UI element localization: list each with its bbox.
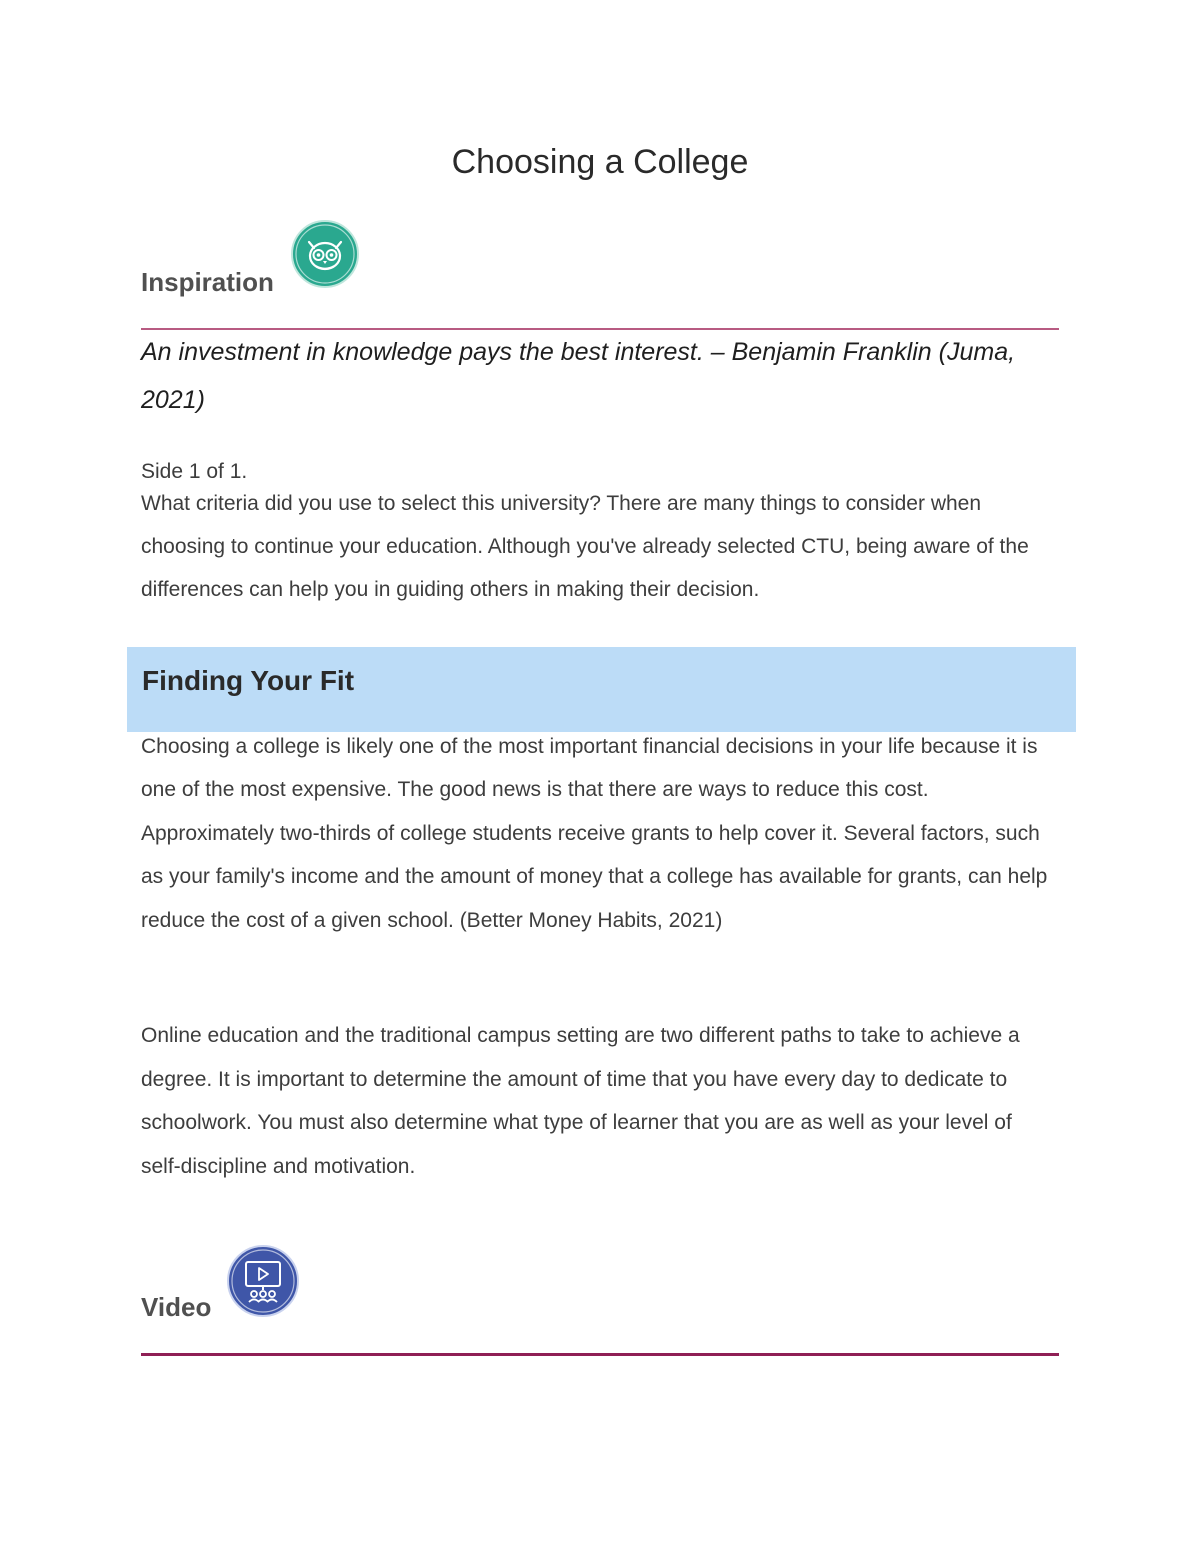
inspiration-heading: Inspiration	[141, 267, 274, 297]
page-title: Choosing a College	[451, 143, 749, 181]
video-divider	[141, 1353, 1059, 1356]
side-label: Side 1 of 1.	[141, 460, 248, 483]
intro-paragraph: What criteria did you use to select this university? There are many things to consider when choosing to continue your education. Although you've already selected CTU, being aware of the differences can help you in guiding others in making their decision.	[141, 492, 1029, 601]
video-presentation-icon	[226, 1244, 300, 1318]
finding-fit-heading: Finding Your Fit	[142, 665, 355, 696]
inspiration-quote: An investment in knowledge pays the best interest. – Benjamin Franklin (Juma, 2021)	[141, 338, 1016, 414]
video-heading: Video	[141, 1292, 212, 1322]
finding-fit-paragraph: Online education and the traditional campus setting are two different paths to take to achieve a degree. It is important to determine the amount of time that you have every day to dedicate to schoolwork. You must also determine what type of learner that you are as well as your level of self-discipline and motivation.	[141, 1024, 1020, 1178]
finding-fit-paragraph: Choosing a college is likely one of the most important financial decisions in your life because it is one of the most expensive. The good news is that there are ways to reduce this cost. Approximately two-thirds of college students receive grants to help cover it. Several factors, such as your family's income and the amount of money that a college has available for grants, can help reduce the cost of a given school. (Better Money Habits, 2021)	[141, 735, 1048, 932]
owl-icon	[288, 220, 362, 288]
